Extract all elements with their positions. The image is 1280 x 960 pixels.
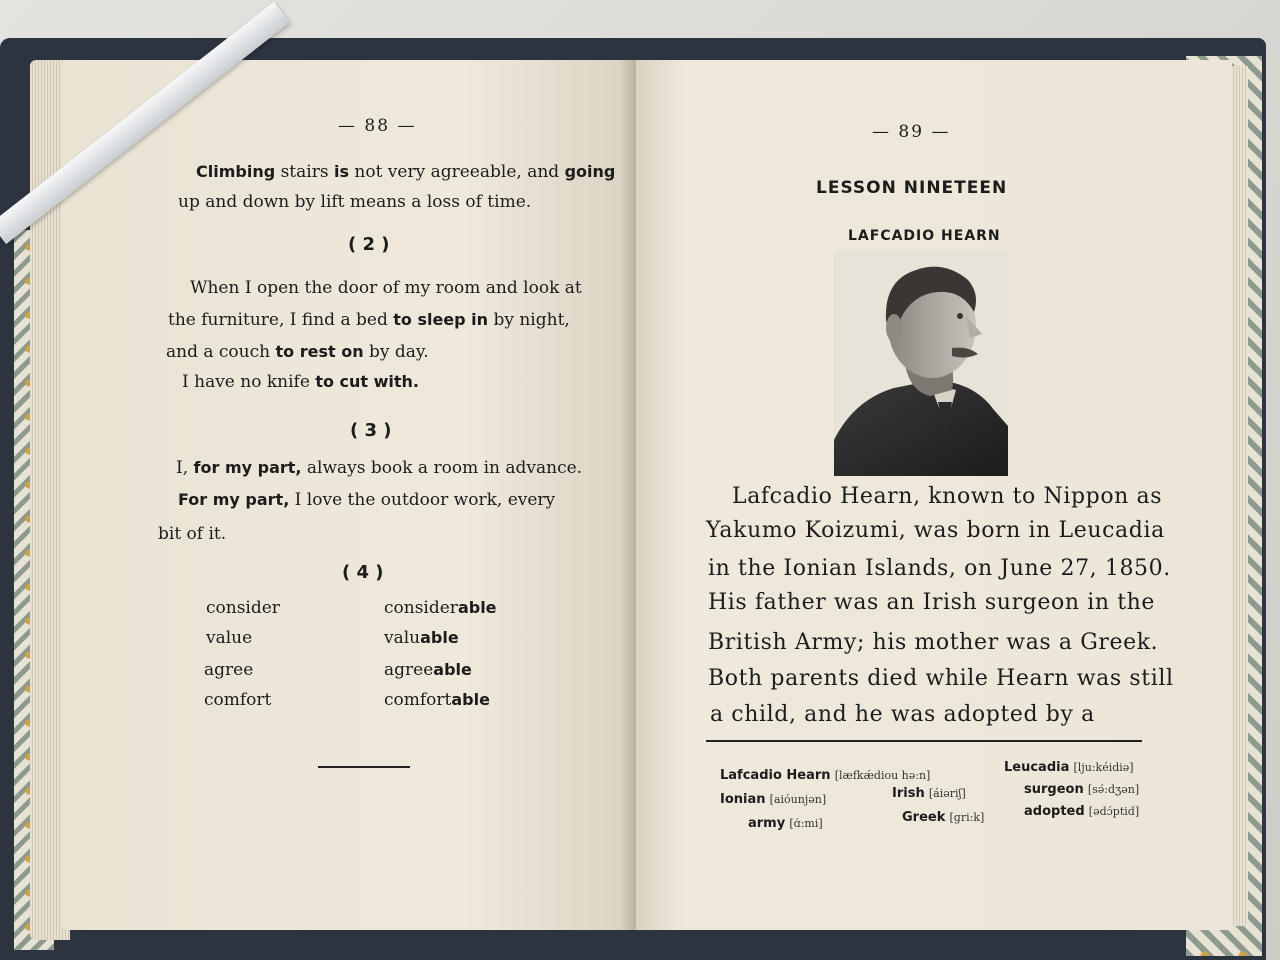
s3-line-3: bit of it. bbox=[158, 524, 227, 544]
bold-phrase: Climbing bbox=[196, 162, 276, 181]
word-stem: comfort bbox=[384, 690, 452, 710]
footnote-ionian bbox=[720, 792, 826, 807]
bold-phrase: For my part, bbox=[178, 490, 290, 509]
footnote-pronunciation: [gri:k] bbox=[949, 811, 985, 824]
body-line-7: a child, and he was adopted by a bbox=[710, 702, 1095, 727]
footnote-word: Ionian bbox=[720, 792, 766, 807]
vocab-derived-word bbox=[384, 598, 497, 618]
s2-line-3 bbox=[166, 342, 429, 362]
right-page bbox=[636, 60, 1232, 930]
vocab-derived-word bbox=[384, 660, 472, 680]
lesson-subtitle: LAFCADIO HEARN bbox=[848, 228, 1001, 244]
text-run: by day. bbox=[363, 342, 429, 362]
footnote-word: army bbox=[748, 816, 786, 831]
word-stem: agree bbox=[384, 660, 434, 680]
page-number: — 89 — bbox=[872, 122, 951, 142]
page-number: — 88 — bbox=[338, 116, 417, 136]
footnote-word: Greek bbox=[902, 810, 946, 825]
footnote-pronunciation: [áiǝriʃ] bbox=[928, 787, 966, 800]
bold-phrase: for my part, bbox=[193, 458, 302, 477]
vocab-word: comfort bbox=[204, 690, 272, 710]
s2-line-4 bbox=[182, 372, 419, 392]
footnote-word: surgeon bbox=[1024, 782, 1084, 797]
vocab-word: agree bbox=[204, 660, 254, 680]
s3-line-1 bbox=[176, 458, 582, 478]
vocab-derived-word bbox=[384, 690, 490, 710]
footnote-word: Irish bbox=[892, 786, 925, 801]
bold-phrase: going bbox=[564, 162, 616, 181]
word-stem: valu bbox=[384, 628, 421, 648]
text-run: stairs bbox=[275, 162, 334, 182]
body-line-1: Lafcadio Hearn, known to Nippon as bbox=[732, 484, 1163, 509]
text-run: and a couch bbox=[166, 342, 276, 362]
text-run: I, bbox=[176, 458, 194, 478]
bold-phrase: to cut with. bbox=[315, 372, 419, 391]
footnote-adopted bbox=[1024, 804, 1139, 819]
lesson-heading: LESSON NINETEEN bbox=[816, 178, 1008, 198]
vocab-word: value bbox=[206, 628, 253, 648]
section-heading-2: ( 2 ) bbox=[348, 234, 390, 255]
vocab-word: consider bbox=[206, 598, 280, 618]
footnote-rule bbox=[706, 740, 1142, 742]
lafcadio-hearn-portrait bbox=[834, 250, 1008, 476]
footnote-pronunciation: [aióunjǝn] bbox=[769, 793, 827, 806]
section-heading-4: ( 4 ) bbox=[342, 562, 384, 583]
footnote-pronunciation: [ɑ́:mi] bbox=[789, 817, 823, 830]
text-run: by night, bbox=[488, 310, 570, 330]
footnote-greek bbox=[902, 810, 984, 825]
footnote-word: Leucadia bbox=[1004, 760, 1070, 775]
bold-phrase: to sleep in bbox=[393, 310, 489, 329]
suffix: able bbox=[433, 660, 472, 679]
text-run: I have no knife bbox=[182, 372, 316, 392]
body-line-5: British Army; his mother was a Greek. bbox=[708, 630, 1159, 655]
footnote-pronunciation: [sǝ́:dʒǝn] bbox=[1087, 783, 1140, 796]
footnote-word: adopted bbox=[1024, 804, 1085, 819]
s2-line-1: When I open the door of my room and look at bbox=[190, 278, 582, 298]
text-run: the furniture, I find a bed bbox=[168, 310, 394, 330]
footnote-irish bbox=[892, 786, 966, 801]
body-line-6: Both parents died while Hearn was still bbox=[708, 666, 1174, 691]
vocab-derived-word bbox=[384, 628, 459, 648]
portrait-image bbox=[834, 250, 1008, 476]
footnote-pronunciation: [læfkǽdiou hǝ:n] bbox=[834, 769, 931, 782]
footnote-word: Lafcadio Hearn bbox=[720, 768, 831, 783]
body-line-4: His father was an Irish surgeon in the bbox=[708, 590, 1156, 615]
footnote-army bbox=[748, 816, 823, 831]
intro-line-2: up and down by lift means a loss of time. bbox=[178, 192, 532, 212]
footnote-pronunciation: [ǝdɔ́ptid] bbox=[1088, 805, 1140, 818]
footnote-pronunciation: [lju:kéidiǝ] bbox=[1073, 761, 1134, 774]
text-run: not very agreeable, and bbox=[348, 162, 565, 182]
bold-phrase: is bbox=[333, 162, 349, 181]
bold-phrase: to rest on bbox=[275, 342, 364, 361]
footnote-surgeon bbox=[1024, 782, 1139, 797]
text-run: always book a room in advance. bbox=[301, 458, 583, 478]
word-stem: consider bbox=[384, 598, 458, 618]
s2-line-2 bbox=[168, 310, 570, 330]
text-run: I love the outdoor work, every bbox=[289, 490, 556, 510]
s3-line-2 bbox=[178, 490, 555, 510]
suffix: able bbox=[451, 690, 490, 709]
left-page bbox=[62, 60, 638, 930]
footnote-lafcadio-hearn bbox=[720, 768, 930, 783]
suffix: able bbox=[420, 628, 459, 647]
footnote-leucadia bbox=[1004, 760, 1134, 775]
section-heading-3: ( 3 ) bbox=[350, 420, 392, 441]
suffix: able bbox=[457, 598, 497, 617]
intro-line-1 bbox=[196, 162, 615, 182]
section-end-rule bbox=[318, 766, 410, 768]
body-line-3: in the Ionian Islands, on June 27, 1850. bbox=[708, 556, 1171, 581]
body-line-2: Yakumo Koizumi, was born in Leucadia bbox=[706, 518, 1165, 543]
